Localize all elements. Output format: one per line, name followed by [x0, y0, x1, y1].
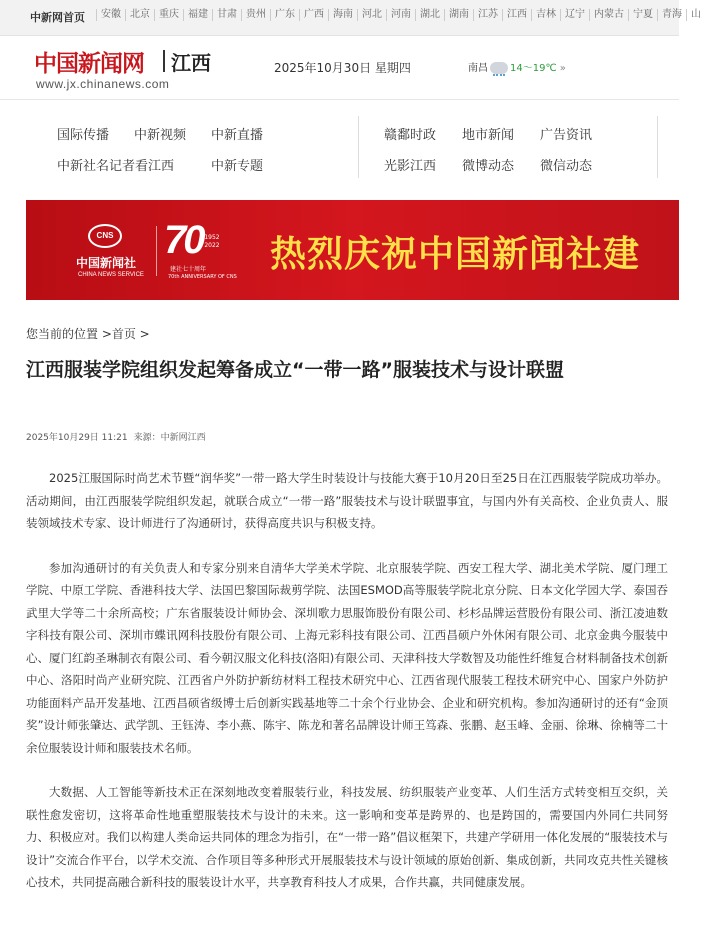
- article-title: 江西服装学院组织发起筹备成立“一带一路”服装技术与设计联盟: [26, 359, 564, 381]
- anniversary-years: 1952 2022: [204, 234, 220, 249]
- anniversary-en-label: 70th ANNIVERSARY OF CNS: [168, 274, 237, 280]
- cns-english-name: CHINA NEWS SERVICE: [78, 272, 144, 278]
- city-link[interactable]: 内蒙古: [589, 9, 628, 21]
- nav-item[interactable]: 地市新闻: [462, 128, 515, 143]
- city-link[interactable]: 吉林: [531, 9, 560, 21]
- banner-slogan: 热烈庆祝中国新闻社建: [270, 233, 641, 275]
- site-url: www.jx.chinanews.com: [36, 77, 170, 91]
- nav-item[interactable]: 广告资讯: [540, 128, 593, 143]
- city-link[interactable]: 青海: [657, 9, 686, 21]
- nav-divider: [657, 116, 658, 178]
- cloud-rain-icon: [490, 62, 508, 74]
- city-link[interactable]: 江西: [502, 9, 531, 21]
- city-link[interactable]: 山: [686, 9, 705, 21]
- city-link[interactable]: 湖北: [415, 9, 444, 21]
- weather-city: 南昌: [468, 63, 488, 74]
- nav-item[interactable]: 中新视频: [134, 128, 187, 143]
- city-link[interactable]: 河北: [357, 9, 386, 21]
- chevron-right-icon[interactable]: »: [559, 63, 566, 74]
- city-link[interactable]: 安徽: [96, 9, 125, 21]
- city-link[interactable]: 海南: [328, 9, 357, 21]
- banner-divider: [156, 226, 157, 276]
- city-link[interactable]: 宁夏: [628, 9, 657, 21]
- cns-name: 中国新闻社: [76, 256, 137, 270]
- city-link[interactable]: 江苏: [473, 9, 502, 21]
- article-paragraph: 大数据、人工智能等新技术正在深刻地改变着服装行业，科技发展、纺织服装产业变革、人们生活方式转变相互交织，关联性愈发密切，这将革命性地重塑服装技术与设计的未来。这一影响和变革是跨界的、也是跨国的，需要国内外同仁共同努力、积极应对。我们以构建人类命运共同体的理念为指引，在“一带一路”倡议框架下，共建产学研用一体化发展的“服装技术与设计”交流合作平台，以学术交流、合作项目等多种形式开展服装技术与设计领域的原始创新、集成创新，共同攻克共性关键核心技术，共同提高融合新科技的服装设计水平，共享教育科技人才成果，合作共赢，共同健康发展。: [26, 785, 668, 889]
- main-nav: [0, 116, 679, 186]
- nav-item[interactable]: 中新社名记者看江西: [57, 159, 175, 174]
- article-paragraph: 2025江服国际时尚艺术节暨“润华奖”一带一路大学生时装设计与技能大赛于10月20日至25日在江西服装学院成功举办。活动期间，由江西服装学院组织发起，就联合成立“一带一路”服装技术与设计联盟事宜，与国内外有关高校、企业负责人、服装领域技术专家、设计师进行了沟通研讨，获得高度共识与积极支持。: [26, 471, 668, 530]
- city-link[interactable]: 广东: [270, 9, 299, 21]
- site-logo[interactable]: 中国新闻网: [34, 50, 144, 77]
- article-body: [26, 467, 668, 916]
- city-link[interactable]: 甘肃: [212, 9, 241, 21]
- breadcrumb[interactable]: 您当前的位置 >首页 >: [26, 327, 150, 341]
- article-meta: [26, 430, 206, 443]
- anniversary-number: 70: [164, 218, 203, 262]
- city-link[interactable]: 广西: [299, 9, 328, 21]
- city-link[interactable]: 北京: [125, 9, 154, 21]
- city-link[interactable]: 福建: [183, 9, 212, 21]
- article-source: 来源：中新网江西: [133, 433, 206, 443]
- nav-item[interactable]: 微信动态: [540, 159, 593, 174]
- nav-divider: [358, 116, 359, 178]
- site-header: [0, 36, 679, 100]
- anniversary-cn-label: 建社七十周年: [170, 266, 207, 273]
- current-date: 2025年10月30日 星期四: [274, 61, 411, 75]
- region-name: 江西: [171, 51, 211, 75]
- cns-logo-icon: CNS: [88, 224, 122, 248]
- article-datetime: 2025年10月29日 11:21: [26, 433, 128, 443]
- nav-item[interactable]: 中新直播: [211, 128, 264, 143]
- city-link[interactable]: 重庆: [154, 9, 183, 21]
- logo-divider: [163, 50, 165, 72]
- nav-item[interactable]: 国际传播: [57, 128, 110, 143]
- weather-widget[interactable]: [468, 59, 566, 74]
- nav-item[interactable]: 光影江西: [384, 159, 437, 174]
- anniversary-banner[interactable]: [26, 200, 679, 300]
- city-link[interactable]: 湖南: [444, 9, 473, 21]
- city-list: [96, 9, 705, 21]
- home-link[interactable]: 中新网首页: [30, 11, 85, 24]
- nav-item[interactable]: 中新专题: [211, 159, 264, 174]
- weather-temp: 14～19℃: [510, 63, 557, 74]
- city-link[interactable]: 贵州: [241, 9, 270, 21]
- city-bar: [0, 0, 701, 36]
- city-link[interactable]: 辽宁: [560, 9, 589, 21]
- nav-item[interactable]: 微博动态: [462, 159, 515, 174]
- nav-item[interactable]: 赣鄱时政: [384, 128, 437, 143]
- article-paragraph: 参加沟通研讨的有关负责人和专家分别来自清华大学美术学院、北京服装学院、西安工程大学、湖北美术学院、厦门理工学院、中原工学院、香港科技大学、法国巴黎国际裁剪学院、法国ESMOD高等服装学院北京分院、日本文化学园大学、泰国吞武里大学等二十余所高校；广东省服装设计师协会、深圳歌力思服饰股份有限公司、杉杉品牌运营股份有限公司、浙江凌迪数字科技有限公司、深圳市蝶讯网科技股份有限公司、上海元彩科技有限公司、江西昌硕户外休闲有限公司、北京金典今服装中心、厦门红韵圣琳制衣有限公司、看今朝汉服文化科技(洛阳)有限公司、天津科技大学数智及功能性纤维复合材料制备技术创新中心、洛阳时尚产业研究院、江西省户外防护新纺材料工程技术研究中心、江西省现代服装工程技术研究中心、国家户外防护功能面料产品开发基地、江西昌硕省级博士后创新实践基地等二十余个行业协会、企业和研究机构。参加沟通研讨的还有“金顶奖”设计师张肇达、武学凯、王钰涛、李小燕、陈宇、陈龙和著名品牌设计师王笃森、张鹏、赵玉峰、金丽、徐琳、徐楠等二十余位服装设计师和服装技术名师。: [26, 560, 668, 755]
- city-link[interactable]: 河南: [386, 9, 415, 21]
